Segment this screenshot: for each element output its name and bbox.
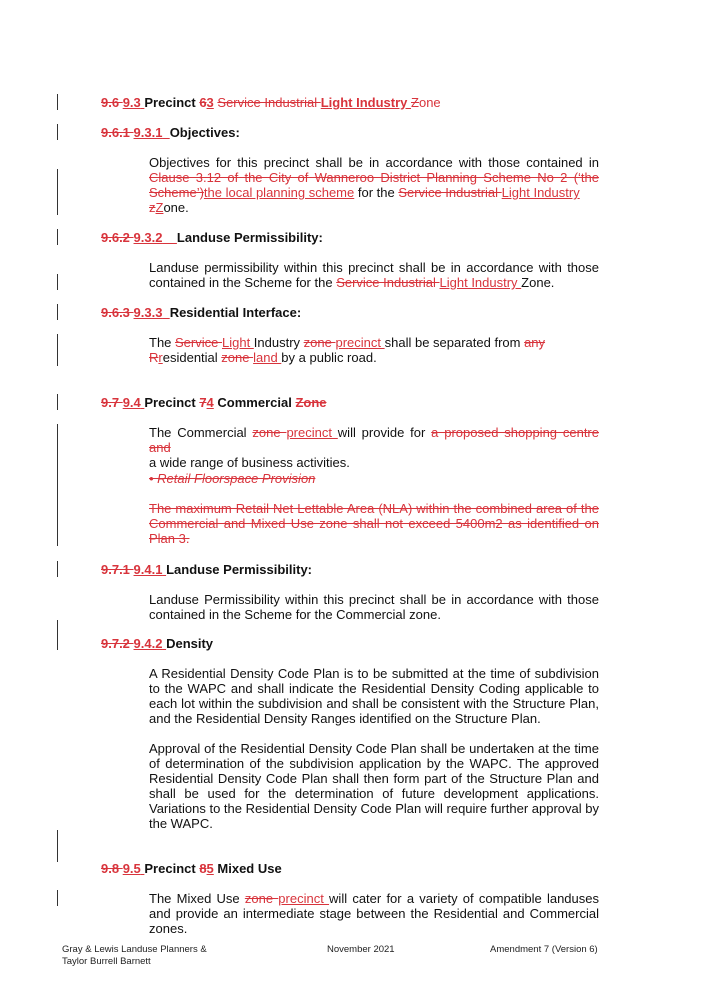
heading-text: Landuse Permissibility: (176, 230, 323, 245)
footer-amendment: Amendment 7 (Version 6) (490, 944, 598, 955)
objectives-paragraph (149, 155, 599, 215)
old-precinct-number: 6 (199, 95, 207, 110)
footer-organisation (62, 944, 207, 968)
inserted-text: Light Industry (439, 275, 522, 290)
deleted-bullet-retail-floorspace: • Retail Floorspace Provision (149, 471, 316, 486)
heading-text: Precinct (144, 861, 200, 876)
new-section-number: 9.3 (122, 95, 141, 110)
deleted-text: any (524, 335, 546, 350)
new-section-number: 9.4 (122, 395, 141, 410)
section-heading-9-3 (101, 95, 441, 110)
body-text: a wide range of business activities. (149, 455, 350, 470)
landuse-paragraph (149, 260, 599, 290)
heading-text: Density (166, 636, 214, 651)
deleted-retail-paragraph: The maximum Retail Net Lettable Area (NLA) within the combined area of the Commercial and Mixed Use zone shall not exceed 5400m2 as identified on Plan 3. (149, 501, 599, 546)
change-bar (57, 124, 58, 140)
inserted-text: precinct (278, 891, 330, 906)
change-bar (57, 334, 58, 366)
inserted-text: Light Industry (320, 95, 412, 110)
deleted-text: zone (221, 350, 254, 365)
footer-org-line: Taylor Burrell Barnett (62, 956, 151, 967)
section-heading-9-3-3 (101, 305, 301, 320)
change-bar (57, 274, 58, 290)
change-bar (57, 394, 58, 410)
heading-text: Precinct (144, 395, 200, 410)
section-heading-9-3-1 (101, 125, 240, 140)
inserted-text: Light Industry (501, 185, 580, 200)
inserted-space (162, 125, 169, 140)
footer-org-line: Gray & Lewis Landuse Planners & (62, 944, 207, 955)
body-text: Industry (253, 335, 304, 350)
deleted-text: Clause 3.12 of the City of Wanneroo District Planning Scheme No 2 (‘the Scheme’) (149, 170, 599, 200)
body-text: for the (354, 185, 399, 200)
heading-text: Objectives: (169, 125, 240, 140)
old-section-number: 9.6.2 (101, 230, 134, 245)
old-section-number: 9.7 (101, 395, 123, 410)
deleted-text: Zone (295, 395, 327, 410)
body-text: The (149, 335, 176, 350)
commercial-paragraph (149, 425, 599, 470)
deleted-text: Service Industrial (336, 275, 440, 290)
deleted-text: zone (303, 335, 336, 350)
heading-text: one (418, 95, 441, 110)
heading-text: Landuse Permissibility: (166, 562, 313, 577)
new-section-number: 9.4.1 (133, 562, 163, 577)
deleted-text: a proposed shopping centre and (149, 425, 599, 455)
old-section-number: 9.8 (101, 861, 123, 876)
heading-text: Commercial (217, 395, 296, 410)
change-bar (57, 620, 58, 650)
inserted-text: Light (221, 335, 254, 350)
new-precinct-number: 5 (206, 861, 214, 876)
inserted-text: the local planning scheme (203, 185, 355, 200)
deleted-text: zone (244, 891, 279, 906)
body-text: will provide for (337, 425, 432, 440)
new-section-number: 9.3.3 (133, 305, 163, 320)
inserted-text: r (158, 350, 163, 365)
change-bar (57, 424, 58, 546)
new-precinct-number: 4 (206, 395, 214, 410)
deleted-text: zone (252, 425, 287, 440)
old-section-number: 9.6 (101, 95, 123, 110)
deleted-text: Service (175, 335, 222, 350)
body-text: Landuse permissibility within this precinct shall be in accordance with those contained in the Scheme for the (149, 260, 599, 290)
new-section-number: 9.3.1 (133, 125, 163, 140)
old-section-number: 9.7.2 (101, 636, 134, 651)
deleted-text: Service Industrial (398, 185, 502, 200)
body-text: The Commercial (149, 425, 253, 440)
old-section-number: 9.6.3 (101, 305, 134, 320)
heading-text: Residential Interface: (169, 305, 302, 320)
body-text: one. (163, 200, 189, 215)
commercial-landuse-paragraph: Landuse Permissibility within this precinct shall be in accordance with those contained in the Scheme for the Commercial zone. (149, 592, 599, 622)
old-section-number: 9.7.1 (101, 562, 134, 577)
change-bar (57, 94, 58, 110)
body-text: The Mixed Use (149, 891, 245, 906)
section-heading-9-4-1 (101, 562, 312, 577)
inserted-text: land (253, 350, 282, 365)
inserted-space (162, 230, 176, 245)
old-precinct-number: 8 (199, 861, 207, 876)
deleted-text: Service Industrial (217, 95, 321, 110)
change-bar (57, 304, 58, 320)
section-heading-9-3-2 (101, 230, 323, 245)
deleted-text: R (149, 350, 159, 365)
body-text: will cater for a variety of compatible landuses and provide an intermediate stage between the Residential and Commercial zones. (149, 891, 599, 936)
old-section-number: 9.6.1 (101, 125, 134, 140)
inserted-text: precinct (286, 425, 338, 440)
body-text: esidential (162, 350, 222, 365)
body-text: by a public road. (281, 350, 377, 365)
residential-interface-paragraph (149, 335, 599, 365)
heading-text: Precinct (144, 95, 200, 110)
new-precinct-number: 3 (206, 95, 214, 110)
section-heading-9-4 (101, 395, 327, 410)
mixed-use-paragraph (149, 891, 599, 936)
change-bar (57, 229, 58, 245)
deleted-text: z (149, 200, 156, 215)
section-heading-9-5 (101, 861, 282, 876)
change-bar (57, 830, 58, 862)
heading-text: Mixed Use (217, 861, 282, 876)
change-bar (57, 890, 58, 906)
inserted-text: precinct (335, 335, 385, 350)
old-precinct-number: 7 (199, 395, 207, 410)
inserted-space (162, 305, 169, 320)
body-text: Zone. (521, 275, 555, 290)
body-text: shall be separated from (384, 335, 525, 350)
new-section-number: 9.4.2 (133, 636, 163, 651)
body-text: Objectives for this precinct shall be in accordance with those contained in (149, 155, 599, 170)
inserted-text: Z (155, 200, 164, 215)
density-paragraph-1: A Residential Density Code Plan is to be submitted at the time of subdivision to the WAPC and shall indicate the Residential Density Coding applicable to each lot within the subdivision and shall be consistent with the Structure Plan, and the Residential Density Ranges identified on the Structure Plan. (149, 666, 599, 726)
change-bar (57, 561, 58, 577)
change-bar (57, 169, 58, 215)
density-paragraph-2: Approval of the Residential Density Code Plan shall be undertaken at the time of determination of the subdivision application by the WAPC. The approved Residential Density Code Plan shall then form part of the Structure Plan and shall be used for the determination of future development applications. Variations to the Residential Density Code Plan will require further approval by the WAPC. (149, 741, 599, 831)
new-section-number: 9.3.2 (133, 230, 163, 245)
new-section-number: 9.5 (122, 861, 141, 876)
section-heading-9-4-2 (101, 636, 213, 651)
deleted-text: Z (411, 95, 419, 110)
footer-date: November 2021 (327, 944, 395, 955)
